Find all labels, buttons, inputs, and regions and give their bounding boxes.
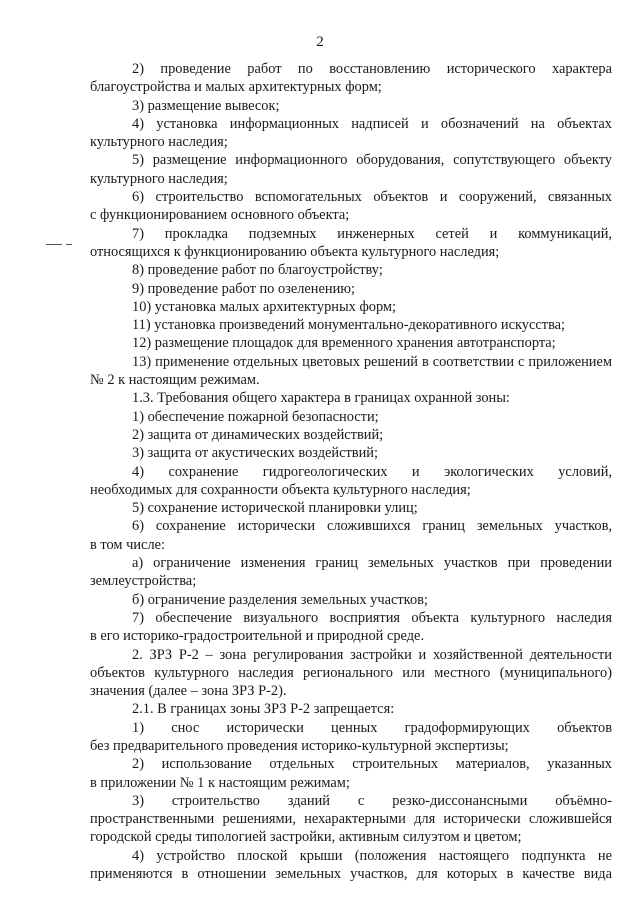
text-line: пространственными решениями, нехарактерными для исторически сложившейся: [90, 811, 612, 828]
text-line: 2) использование отдельных строительных материалов, указанных: [132, 756, 612, 773]
text-line: объектов культурного наследия регионального или местного (муниципального): [90, 664, 612, 681]
text-line: 12) размещение площадок для временного хранения автотранспорта;: [132, 335, 556, 352]
margin-mark: [66, 244, 72, 245]
text-line: без предварительного проведения историко-культурной экспертизы;: [90, 737, 509, 754]
text-line: 4) установка информационных надписей и обозначений на объектах: [132, 115, 612, 132]
text-line: 6) строительство вспомогательных объектов и сооружений, связанных: [132, 189, 612, 206]
text-line: 4) сохранение гидрогеологических и экологических условий,: [132, 463, 612, 480]
text-line: в его историко-градостроительной и природной среде.: [90, 628, 425, 645]
text-line: 5) размещение информационного оборудования, сопутствующего объекту: [132, 152, 612, 169]
text-line: 3) строительство зданий с резко-диссонансными объёмно-: [132, 792, 612, 809]
text-line: а) ограничение изменения границ земельных участков при проведении: [132, 555, 612, 572]
text-line: с функционированием основного объекта;: [90, 207, 350, 224]
text-line: 2) защита от динамических воздействий;: [132, 426, 384, 443]
text-line: 1) снос исторически ценных градоформирующих объектов: [132, 719, 612, 736]
text-line: 2. ЗРЗ Р-2 – зона регулирования застройки и хозяйственной деятельности: [132, 646, 612, 663]
text-line: 8) проведение работ по благоустройству;: [132, 262, 383, 279]
text-line: в приложении № 1 к настоящим режимам;: [90, 774, 350, 791]
text-line: культурного наследия;: [90, 134, 228, 151]
text-line: 1) обеспечение пожарной безопасности;: [132, 408, 379, 425]
text-line: 10) установка малых архитектурных форм;: [132, 298, 397, 315]
text-line: б) ограничение разделения земельных участков;: [132, 591, 428, 608]
text-line: применяются в отношении земельных участков, для которых в качестве вида: [90, 866, 612, 883]
text-line: землеустройства;: [90, 573, 197, 590]
text-line: городской среды типологией застройки, активным силуэтом и цветом;: [90, 829, 522, 846]
text-line: 2) проведение работ по восстановлению исторического характера: [132, 61, 612, 77]
text-line: 7) обеспечение визуального восприятия объекта культурного наследия: [132, 609, 612, 626]
text-line: № 2 к настоящим режимам.: [90, 372, 260, 389]
text-line: 11) установка произведений монументально-декоративного искусства;: [132, 317, 566, 334]
text-line: культурного наследия;: [90, 170, 228, 187]
text-line: 7) прокладка подземных инженерных сетей и коммуникаций,: [132, 225, 612, 242]
text-line: 3) защита от акустических воздействий;: [132, 445, 378, 462]
margin-mark: [46, 244, 62, 245]
text-line: в том числе:: [90, 536, 166, 553]
text-line: 6) сохранение исторически сложившихся границ земельных участков,: [132, 518, 612, 535]
document-body: [90, 60, 612, 883]
text-line: 9) проведение работ по озеленению;: [132, 280, 356, 297]
text-line: значения (далее – зона ЗРЗ Р-2).: [90, 683, 287, 700]
text-line: 4) устройство плоской крыши (положения настоящего подпункта не: [132, 847, 612, 864]
text-line: 1.3. Требования общего характера в границах охранной зоны:: [132, 390, 510, 407]
text-line: 13) применение отдельных цветовых решений в соответствии с приложением: [132, 353, 612, 370]
text-line: относящихся к функционированию объекта культурного наследия;: [90, 243, 500, 260]
text-line: 5) сохранение исторической планировки улиц;: [132, 500, 418, 517]
text-line: благоустройства и малых архитектурных форм;: [90, 79, 382, 96]
page-number: 2: [316, 34, 324, 50]
text-line: 2.1. В границах зоны ЗРЗ Р-2 запрещается:: [132, 701, 395, 718]
text-line: 3) размещение вывесок;: [132, 97, 280, 114]
text-line: необходимых для сохранности объекта культурного наследия;: [90, 481, 471, 498]
